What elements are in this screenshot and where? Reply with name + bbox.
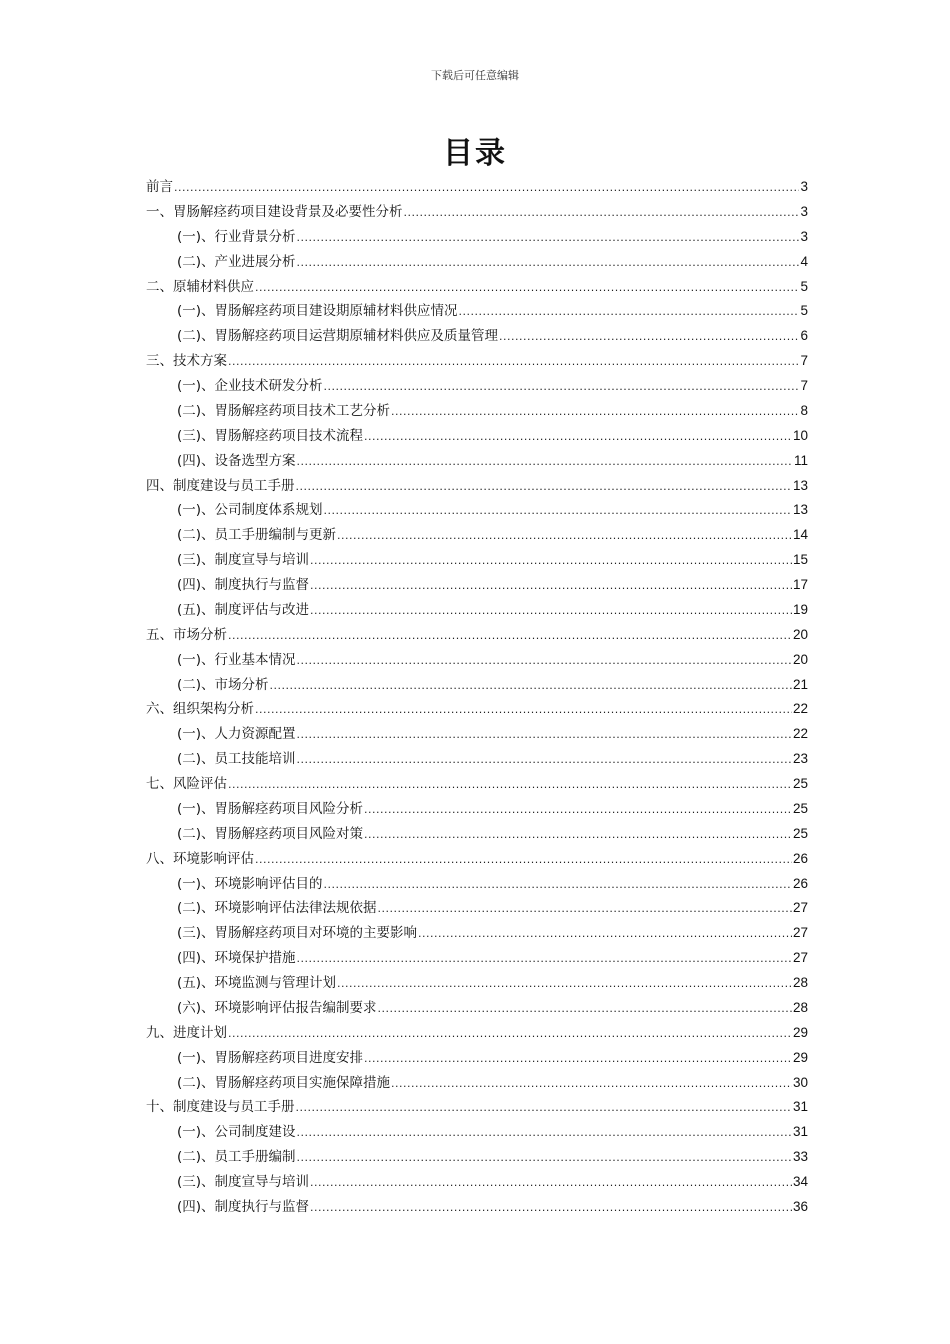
toc-entry-page-number: 5: [800, 278, 808, 294]
toc-entry-label: (一)、行业基本情况: [177, 651, 296, 668]
toc-leader-dots: [297, 747, 792, 773]
toc-entry-page-number: 3: [800, 203, 808, 219]
toc-entry-page-number: 22: [792, 726, 808, 742]
toc-leader-dots: [228, 1021, 792, 1047]
toc-entry[interactable]: [146, 996, 808, 1021]
toc-leader-dots: [255, 847, 792, 873]
toc-entry[interactable]: [146, 797, 808, 822]
toc-entry-label: (一)、胃肠解痉药项目建设期原辅材料供应情况: [177, 303, 458, 320]
page-title: 目录: [443, 136, 507, 171]
toc-entry-page-number: 27: [792, 950, 808, 966]
toc-entry-label: (四)、制度执行与监督: [177, 1198, 310, 1215]
toc-entry-label: (四)、制度执行与监督: [177, 577, 310, 593]
toc-entry-label: (五)、环境监测与管理计划: [177, 975, 337, 991]
toc-entry-page-number: 3: [800, 228, 808, 244]
toc-leader-dots: [228, 349, 799, 375]
toc-entry[interactable]: [146, 474, 808, 499]
toc-entry[interactable]: [146, 324, 808, 349]
toc-entry-label: 三、技术方案: [146, 353, 227, 370]
toc-leader-dots: [296, 474, 792, 500]
toc-leader-dots: [255, 275, 799, 301]
toc-leader-dots: [228, 772, 792, 798]
toc-entry-label: (一)、企业技术研发分析: [177, 378, 323, 394]
toc-leader-dots: [324, 872, 792, 898]
toc-entry[interactable]: [146, 747, 808, 772]
toc-entry-page-number: 6: [800, 328, 808, 344]
toc-entry-label: (二)、胃肠解痉药项目风险对策: [177, 825, 364, 842]
toc-leader-dots: [391, 1071, 792, 1097]
toc-leader-dots: [391, 399, 799, 425]
toc-entry[interactable]: [146, 1120, 808, 1145]
toc-leader-dots: [297, 225, 800, 251]
toc-leader-dots: [297, 1145, 792, 1171]
toc-leader-dots: [297, 250, 800, 276]
toc-leader-dots: [459, 299, 800, 325]
toc-entry-page-number: 26: [792, 875, 808, 891]
toc-entry[interactable]: [146, 921, 808, 946]
toc-entry[interactable]: [146, 275, 808, 300]
toc-entry[interactable]: [146, 424, 808, 449]
toc-entry-page-number: 10: [792, 427, 808, 443]
toc-entry-label: (二)、员工技能培训: [177, 751, 296, 768]
toc-entry-label: 八、环境影响评估: [146, 850, 254, 867]
toc-entry[interactable]: [146, 573, 808, 598]
toc-entry[interactable]: [146, 1021, 808, 1046]
toc-entry-label: (六)、环境影响评估报告编制要求: [177, 999, 377, 1016]
toc-entry-label: (一)、环境影响评估目的: [177, 875, 323, 892]
toc-entry[interactable]: [146, 648, 808, 673]
toc-entry[interactable]: [146, 1145, 808, 1170]
toc-entry-label: (二)、产业进展分析: [177, 253, 296, 270]
toc-entry-label: (二)、市场分析: [177, 676, 269, 693]
toc-entry-label: (四)、设备选型方案: [177, 452, 296, 469]
toc-entry-page-number: 23: [792, 751, 808, 767]
toc-entry[interactable]: [146, 523, 808, 548]
toc-leader-dots: [310, 548, 792, 574]
toc-entry-page-number: 33: [792, 1149, 808, 1165]
toc-entry-label: 前言: [146, 179, 173, 195]
toc-entry-label: (一)、人力资源配置: [177, 726, 296, 743]
toc-entry[interactable]: [146, 697, 808, 722]
toc-entry[interactable]: [146, 175, 808, 200]
toc-entry-label: 十、制度建设与员工手册: [146, 1099, 295, 1116]
toc-leader-dots: [297, 449, 793, 475]
toc-entry-label: (一)、行业背景分析: [177, 228, 296, 245]
toc-leader-dots: [270, 673, 792, 699]
toc-entry-page-number: 28: [792, 975, 808, 990]
toc-entry-label: 九、进度计划: [146, 1024, 227, 1041]
toc-leader-dots: [297, 1120, 792, 1146]
toc-entry-page-number: 13: [792, 477, 808, 493]
toc-entry[interactable]: [146, 225, 808, 250]
toc-entry[interactable]: [146, 498, 808, 523]
toc-leader-dots: [228, 623, 792, 649]
toc-leader-dots: [324, 498, 792, 524]
toc-entry-label: 五、市场分析: [146, 626, 227, 643]
toc-entry-page-number: 29: [792, 1049, 808, 1065]
toc-entry-label: (五)、制度评估与改进: [177, 601, 310, 618]
toc-entry-page-number: 31: [792, 1124, 808, 1140]
toc-leader-dots: [296, 1095, 792, 1121]
toc-entry-page-number: 25: [792, 776, 808, 791]
toc-entry-label: (一)、胃肠解痉药项目风险分析: [177, 800, 364, 817]
toc-entry-label: (一)、公司制度体系规划: [177, 502, 323, 519]
toc-leader-dots: [310, 1170, 792, 1196]
toc-entry-label: 一、胃肠解痉药项目建设背景及必要性分析: [146, 203, 403, 220]
toc-leader-dots: [324, 374, 800, 400]
toc-entry-page-number: 19: [792, 601, 808, 617]
toc-entry-page-number: 15: [792, 552, 808, 568]
toc-entry[interactable]: [146, 1195, 808, 1220]
toc-leader-dots: [364, 822, 792, 848]
toc-leader-dots: [297, 722, 792, 748]
toc-leader-dots: [174, 175, 799, 201]
toc-leader-dots: [404, 200, 800, 226]
toc-entry-label: (二)、胃肠解痉药项目运营期原辅材料供应及质量管理: [177, 328, 499, 345]
toc-entry[interactable]: [146, 399, 808, 424]
toc-entry[interactable]: [146, 772, 808, 797]
toc-leader-dots: [297, 648, 792, 674]
toc-entry-page-number: 22: [792, 701, 808, 717]
toc-entry-page-number: 7: [800, 353, 808, 369]
toc-entry[interactable]: [146, 872, 808, 897]
toc-entry-page-number: 31: [792, 1099, 808, 1115]
toc-entry-page-number: 25: [792, 825, 808, 841]
toc-entry-page-number: 27: [792, 900, 808, 916]
toc-entry[interactable]: [146, 1170, 808, 1195]
toc-entry[interactable]: [146, 1095, 808, 1120]
toc-entry[interactable]: [146, 623, 808, 648]
toc-leader-dots: [418, 921, 792, 947]
toc-entry-label: 四、制度建设与员工手册: [146, 477, 295, 494]
toc-entry-label: (三)、胃肠解痉药项目技术流程: [177, 427, 364, 444]
toc-leader-dots: [337, 971, 792, 997]
toc-entry[interactable]: [146, 722, 808, 747]
toc-entry-label: (三)、胃肠解痉药项目对环境的主要影响: [177, 925, 418, 942]
toc-entry-page-number: 25: [792, 800, 808, 816]
toc-entry-page-number: 7: [800, 378, 808, 393]
toc-leader-dots: [310, 1195, 792, 1221]
toc-entry-page-number: 13: [792, 502, 808, 518]
toc-leader-dots: [337, 523, 792, 549]
toc-entry-page-number: 21: [792, 676, 808, 692]
toc-entry-label: 七、风险评估: [146, 776, 227, 792]
toc-entry-page-number: 14: [792, 527, 808, 543]
toc-leader-dots: [378, 896, 792, 922]
toc-entry-label: 六、组织架构分析: [146, 701, 254, 718]
toc-leader-dots: [297, 946, 792, 972]
toc-leader-dots: [364, 797, 792, 823]
toc-entry-label: (三)、制度宣导与培训: [177, 1174, 310, 1190]
toc-entry[interactable]: [146, 896, 808, 921]
toc-entry[interactable]: [146, 349, 808, 374]
toc-entry[interactable]: [146, 1071, 808, 1096]
toc-entry-label: 二、原辅材料供应: [146, 278, 254, 295]
toc-entry[interactable]: [146, 200, 808, 225]
toc-entry[interactable]: [146, 847, 808, 872]
toc-entry[interactable]: [146, 449, 808, 474]
toc-leader-dots: [364, 424, 792, 450]
toc-entry-label: (四)、环境保护措施: [177, 950, 296, 967]
toc-entry[interactable]: [146, 374, 808, 399]
toc-leader-dots: [378, 996, 792, 1022]
toc-entry-page-number: 20: [792, 626, 808, 642]
toc-entry-label: (一)、公司制度建设: [177, 1124, 296, 1141]
toc-entry-label: (二)、环境影响评估法律法规依据: [177, 900, 377, 917]
toc-entry[interactable]: [146, 946, 808, 971]
toc-entry[interactable]: [146, 1046, 808, 1071]
toc-entry[interactable]: [146, 673, 808, 698]
toc-entry-label: (一)、胃肠解痉药项目进度安排: [177, 1049, 364, 1066]
toc-entry[interactable]: [146, 822, 808, 847]
page-header: 下载后可任意编辑: [431, 69, 519, 82]
toc-entry-page-number: 28: [792, 999, 808, 1015]
toc-entry[interactable]: [146, 299, 808, 324]
toc-entry-page-number: 17: [792, 577, 808, 592]
table-of-contents: [146, 175, 808, 1220]
toc-entry[interactable]: [146, 971, 808, 996]
toc-entry-label: (二)、胃肠解痉药项目实施保障措施: [177, 1074, 391, 1091]
toc-entry-page-number: 29: [792, 1024, 808, 1040]
toc-entry-label: (三)、制度宣导与培训: [177, 552, 310, 569]
toc-entry-page-number: 3: [800, 179, 808, 194]
toc-entry-page-number: 36: [792, 1198, 808, 1214]
toc-entry-page-number: 20: [792, 651, 808, 667]
toc-entry-page-number: 5: [800, 303, 808, 319]
toc-leader-dots: [255, 697, 792, 723]
toc-entry-page-number: 26: [792, 850, 808, 866]
toc-entry[interactable]: [146, 548, 808, 573]
toc-entry-label: (二)、员工手册编制与更新: [177, 527, 337, 544]
toc-entry-page-number: 27: [792, 925, 808, 941]
toc-leader-dots: [499, 324, 799, 350]
toc-leader-dots: [310, 598, 792, 624]
toc-entry-page-number: 30: [792, 1074, 808, 1090]
toc-entry-label: (二)、胃肠解痉药项目技术工艺分析: [177, 402, 391, 419]
toc-entry-page-number: 34: [792, 1174, 808, 1189]
toc-entry[interactable]: [146, 598, 808, 623]
toc-entry-page-number: 11: [793, 452, 808, 468]
toc-entry-label: (二)、员工手册编制: [177, 1149, 296, 1166]
toc-entry[interactable]: [146, 250, 808, 275]
toc-leader-dots: [310, 573, 792, 599]
toc-leader-dots: [364, 1046, 792, 1072]
toc-entry-page-number: 8: [800, 402, 808, 418]
toc-entry-page-number: 4: [800, 253, 808, 269]
